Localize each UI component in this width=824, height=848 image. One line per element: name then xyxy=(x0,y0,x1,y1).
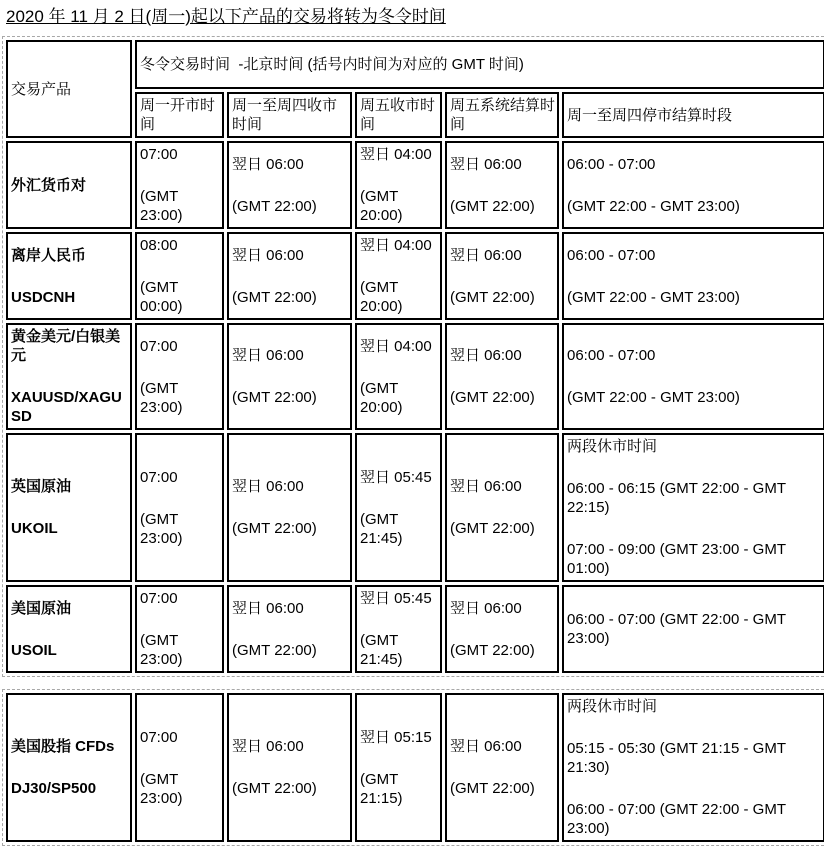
pause-settlement-cell xyxy=(562,232,824,320)
cell-line: 翌日 04:00 xyxy=(360,146,432,163)
pause-settlement-cell xyxy=(562,585,824,673)
pause-settlement-cell xyxy=(562,323,824,430)
friday-close-cell xyxy=(355,433,442,582)
friday-settlement-cell xyxy=(445,323,559,430)
cell-line: 美国原油 xyxy=(11,599,72,617)
cell-line: 06:00 - 06:15 (GMT 22:00 - GMT 22:15) xyxy=(567,480,786,516)
product-cell xyxy=(6,693,132,842)
cell-line: 07:00 xyxy=(140,337,178,355)
friday-settlement-cell xyxy=(445,141,559,229)
cell-line: XAUUSD/XAGUSD xyxy=(11,389,122,425)
cell-line: (GMT 22:00) xyxy=(450,780,535,797)
cell-line: (GMT 20:00) xyxy=(360,279,403,315)
friday-settlement-cell xyxy=(445,232,559,320)
cell-line: (GMT 23:00) xyxy=(140,379,183,416)
cell-line: 07:00 xyxy=(140,590,178,607)
mon-thu-close-cell xyxy=(227,323,352,430)
cell-line: 英国原油 xyxy=(11,478,72,495)
pause-settlement-cell xyxy=(562,141,824,229)
cell-line: (GMT 22:00) xyxy=(232,641,317,659)
cell-line: 离岸人民币 xyxy=(11,246,87,264)
cell-line: (GMT 21:45) xyxy=(360,632,403,668)
cell-line: (GMT 21:15) xyxy=(360,770,403,807)
monday-open-cell xyxy=(135,232,224,320)
cell-line: 美国股指 CFDs xyxy=(11,738,115,755)
table-row xyxy=(6,141,824,229)
cell-line: 翌日 06:00 xyxy=(232,738,304,755)
cell-line: 外汇货币对 xyxy=(11,176,87,194)
friday-settlement-cell xyxy=(445,433,559,582)
cell-line: (GMT 22:00) xyxy=(450,641,535,659)
cell-line: 翌日 06:00 xyxy=(232,347,304,364)
cell-line: (GMT 23:00) xyxy=(140,188,183,224)
monday-open-cell xyxy=(135,141,224,229)
cell-line: 翌日 06:00 xyxy=(450,599,522,617)
mon-thu-close-cell xyxy=(227,232,352,320)
column-header-friday-close: 周五收市时间 xyxy=(355,92,442,138)
column-header-mon-thu-close: 周一至周四收市时间 xyxy=(227,92,352,138)
cell-line: 07:00 - 09:00 (GMT 23:00 - GMT 01:00) xyxy=(567,541,786,577)
cell-line: (GMT 22:00) xyxy=(450,197,535,215)
column-header-monday-open: 周一开市时间 xyxy=(135,92,224,138)
cell-line: (GMT 22:00) xyxy=(232,288,317,306)
friday-close-cell xyxy=(355,585,442,673)
cell-line: 翌日 06:00 xyxy=(232,478,304,495)
table-body-2 xyxy=(6,693,824,842)
product-cell xyxy=(6,232,132,320)
mon-thu-close-cell xyxy=(227,141,352,229)
column-header-pause-settlement: 周一至周四停市结算时段 xyxy=(562,92,824,138)
cell-line: 翌日 06:00 xyxy=(232,155,304,173)
table-row xyxy=(6,232,824,320)
cell-line: (GMT 22:00) xyxy=(232,520,317,537)
cell-line: (GMT 00:00) xyxy=(140,279,183,315)
monday-open-cell xyxy=(135,693,224,842)
friday-settlement-cell xyxy=(445,585,559,673)
cell-line: 翌日 06:00 xyxy=(450,478,522,495)
friday-close-cell xyxy=(355,141,442,229)
monday-open-cell xyxy=(135,585,224,673)
cell-line: (GMT 23:00) xyxy=(140,770,183,807)
cell-line: 翌日 04:00 xyxy=(360,337,432,355)
table-body xyxy=(6,141,824,673)
cell-line: (GMT 22:00 - GMT 23:00) xyxy=(567,197,740,215)
friday-close-cell xyxy=(355,693,442,842)
friday-settlement-cell xyxy=(445,693,559,842)
cell-line: (GMT 20:00) xyxy=(360,188,403,224)
winter-time-table xyxy=(2,36,824,677)
table-header xyxy=(6,40,824,138)
cell-line: 07:00 xyxy=(140,468,178,486)
cell-line: DJ30/SP500 xyxy=(11,780,97,797)
cell-line: 两段休市时间 xyxy=(567,698,658,715)
cell-line: USDCNH xyxy=(11,288,76,306)
cell-line: 翌日 06:00 xyxy=(450,155,522,173)
cell-line: UKOIL xyxy=(11,520,58,537)
cell-line: (GMT 21:45) xyxy=(360,510,403,547)
cell-line: (GMT 22:00 - GMT 23:00) xyxy=(567,389,740,406)
table-row xyxy=(6,323,824,430)
column-header-winter-time: 冬令交易时间 -北京时间 (括号内时间为对应的 GMT 时间) xyxy=(135,40,824,89)
cell-line: (GMT 22:00) xyxy=(450,288,535,306)
table-row xyxy=(6,585,824,673)
cell-line: 翌日 06:00 xyxy=(450,246,522,264)
monday-open-cell xyxy=(135,433,224,582)
cell-line: (GMT 23:00) xyxy=(140,510,183,547)
product-cell xyxy=(6,433,132,582)
cell-line: (GMT 22:00) xyxy=(232,780,317,797)
monday-open-cell xyxy=(135,323,224,430)
cell-line: 06:00 - 07:00 xyxy=(567,246,656,264)
cell-line: 翌日 05:15 xyxy=(360,728,432,746)
cell-line: 翌日 05:45 xyxy=(360,590,432,607)
product-cell xyxy=(6,323,132,430)
mon-thu-close-cell xyxy=(227,433,352,582)
header-row-main xyxy=(6,40,824,89)
cell-line: (GMT 22:00) xyxy=(232,197,317,215)
table-row xyxy=(6,693,824,842)
cell-line: 07:00 xyxy=(140,728,178,746)
product-cell xyxy=(6,141,132,229)
table-row xyxy=(6,433,824,582)
cell-line: (GMT 22:00) xyxy=(450,520,535,537)
cell-line: 06:00 - 07:00 (GMT 22:00 - GMT 23:00) xyxy=(567,611,786,647)
cell-line: (GMT 23:00) xyxy=(140,632,183,668)
cell-line: 两段休市时间 xyxy=(567,438,658,455)
column-header-product: 交易产品 xyxy=(6,40,132,138)
cell-line: 翌日 05:45 xyxy=(360,468,432,486)
cell-line: 翌日 06:00 xyxy=(232,599,304,617)
cell-line: 05:15 - 05:30 (GMT 21:15 - GMT 21:30) xyxy=(567,740,786,776)
cell-line: 翌日 06:00 xyxy=(450,347,522,364)
cell-line: 黄金美元/白银美元 xyxy=(11,328,121,364)
pause-settlement-cell xyxy=(562,693,824,842)
cell-line: (GMT 22:00) xyxy=(450,389,535,406)
mon-thu-close-cell xyxy=(227,585,352,673)
cell-line: 翌日 04:00 xyxy=(360,237,432,254)
cell-line: (GMT 22:00 - GMT 23:00) xyxy=(567,288,740,306)
cell-line: 06:00 - 07:00 xyxy=(567,155,656,173)
cell-line: 翌日 06:00 xyxy=(450,738,522,755)
winter-time-table-stocks xyxy=(2,689,824,846)
product-cell xyxy=(6,585,132,673)
friday-close-cell xyxy=(355,323,442,430)
cell-line: 06:00 - 07:00 (GMT 22:00 - GMT 23:00) xyxy=(567,801,786,837)
cell-line: (GMT 20:00) xyxy=(360,379,403,416)
page-title: 2020 年 11 月 2 日(周一)起以下产品的交易将转为冬令时间 xyxy=(6,7,446,26)
cell-line: 07:00 xyxy=(140,146,178,163)
cell-line: 翌日 06:00 xyxy=(232,246,304,264)
cell-line: 06:00 - 07:00 xyxy=(567,347,656,364)
mon-thu-close-cell xyxy=(227,693,352,842)
cell-line: (GMT 22:00) xyxy=(232,389,317,406)
friday-close-cell xyxy=(355,232,442,320)
pause-settlement-cell xyxy=(562,433,824,582)
cell-line: 08:00 xyxy=(140,237,178,254)
cell-line: USOIL xyxy=(11,641,57,659)
column-header-friday-settlement: 周五系统结算时间 xyxy=(445,92,559,138)
